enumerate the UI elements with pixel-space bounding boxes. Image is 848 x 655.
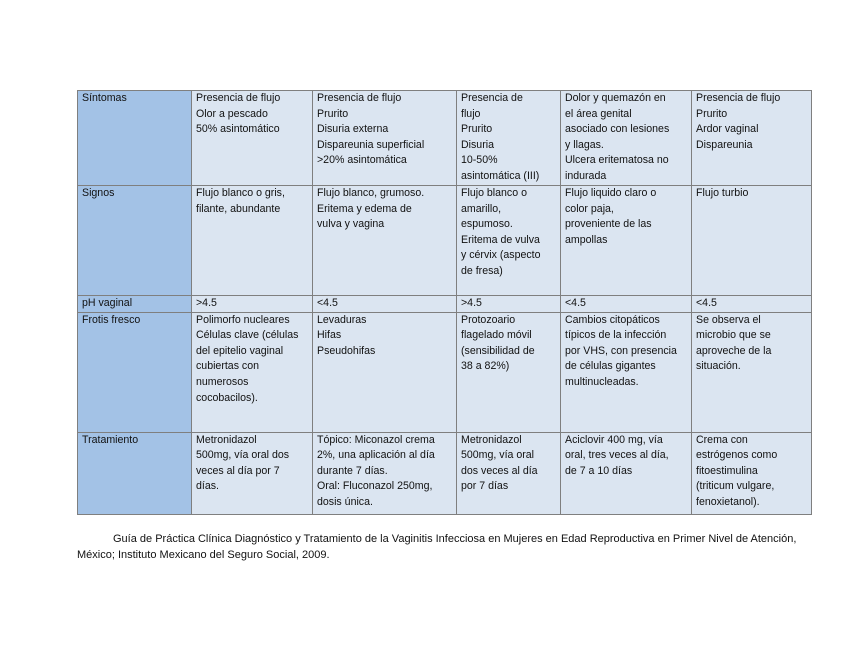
table-cell: <4.5 — [561, 296, 692, 313]
table-cell: Tópico: Miconazol crema 2%, una aplicación al día durante 7 días. Oral: Fluconazol 250mg, dosis única. — [313, 432, 457, 514]
table-cell: Flujo turbio — [692, 186, 812, 296]
table-row — [78, 186, 812, 296]
table-cell: Cambios citopáticos típicos de la infección por VHS, con presencia de células gigantes multinucleadas. — [561, 312, 692, 432]
table-cell: Metronidazol 500mg, vía oral dos veces al día por 7 días. — [192, 432, 313, 514]
table-cell: >4.5 — [192, 296, 313, 313]
table-row — [78, 91, 812, 186]
table-row — [78, 312, 812, 432]
caption-text: Guía de Práctica Clínica Diagnóstico y Tratamiento de la Vaginitis Infecciosa en Mujeres en Edad Reproductiva en Primer Nivel de Atención, México; Instituto Mexicano del Seguro Social, 2009. — [77, 533, 797, 561]
table-cell: Flujo blanco o gris, filante, abundante — [192, 186, 313, 296]
table-cell: Metronidazol 500mg, vía oral dos veces al día por 7 días — [457, 432, 561, 514]
table-cell: Dolor y quemazón en el área genital asociado con lesiones y llagas. Ulcera eritematosa no indurada — [561, 91, 692, 186]
table-cell: <4.5 — [313, 296, 457, 313]
row-header: pH vaginal — [78, 296, 192, 313]
table-cell: >4.5 — [457, 296, 561, 313]
table-cell: Aciclovir 400 mg, vía oral, tres veces al día, de 7 a 10 días — [561, 432, 692, 514]
row-header: Tratamiento — [78, 432, 192, 514]
table-cell: Levaduras Hifas Pseudohifas — [313, 312, 457, 432]
row-header: Signos — [78, 186, 192, 296]
table-row — [78, 296, 812, 313]
table-cell: Polimorfo nucleares Células clave (células del epitelio vaginal cubiertas con numerosos cocobacilos). — [192, 312, 313, 432]
source-caption — [77, 532, 797, 563]
table-cell: Flujo blanco o amarillo, espumoso. Eritema de vulva y cérvix (aspecto de fresa) — [457, 186, 561, 296]
row-header: Síntomas — [78, 91, 192, 186]
table-cell: Protozoario flagelado móvil (sensibilidad de 38 a 82%) — [457, 312, 561, 432]
table-cell: Presencia de flujo Olor a pescado 50% asintomático — [192, 91, 313, 186]
table-cell: Flujo liquido claro o color paja, proveniente de las ampollas — [561, 186, 692, 296]
table-cell: Presencia de flujo Prurito Disuria externa Dispareunia superficial >20% asintomática — [313, 91, 457, 186]
vaginitis-comparison-table — [77, 90, 812, 515]
table-cell: Presencia de flujo Prurito Ardor vaginal Dispareunia — [692, 91, 812, 186]
row-header: Frotis fresco — [78, 312, 192, 432]
table-cell: <4.5 — [692, 296, 812, 313]
table-cell: Se observa el microbio que se aproveche de la situación. — [692, 312, 812, 432]
table-row — [78, 432, 812, 514]
table-cell: Crema con estrógenos como fitoestimulina (triticum vulgare, fenoxietanol). — [692, 432, 812, 514]
table-cell: Presencia de flujo Prurito Disuria 10-50% asintomática (III) — [457, 91, 561, 186]
table-cell: Flujo blanco, grumoso. Eritema y edema de vulva y vagina — [313, 186, 457, 296]
